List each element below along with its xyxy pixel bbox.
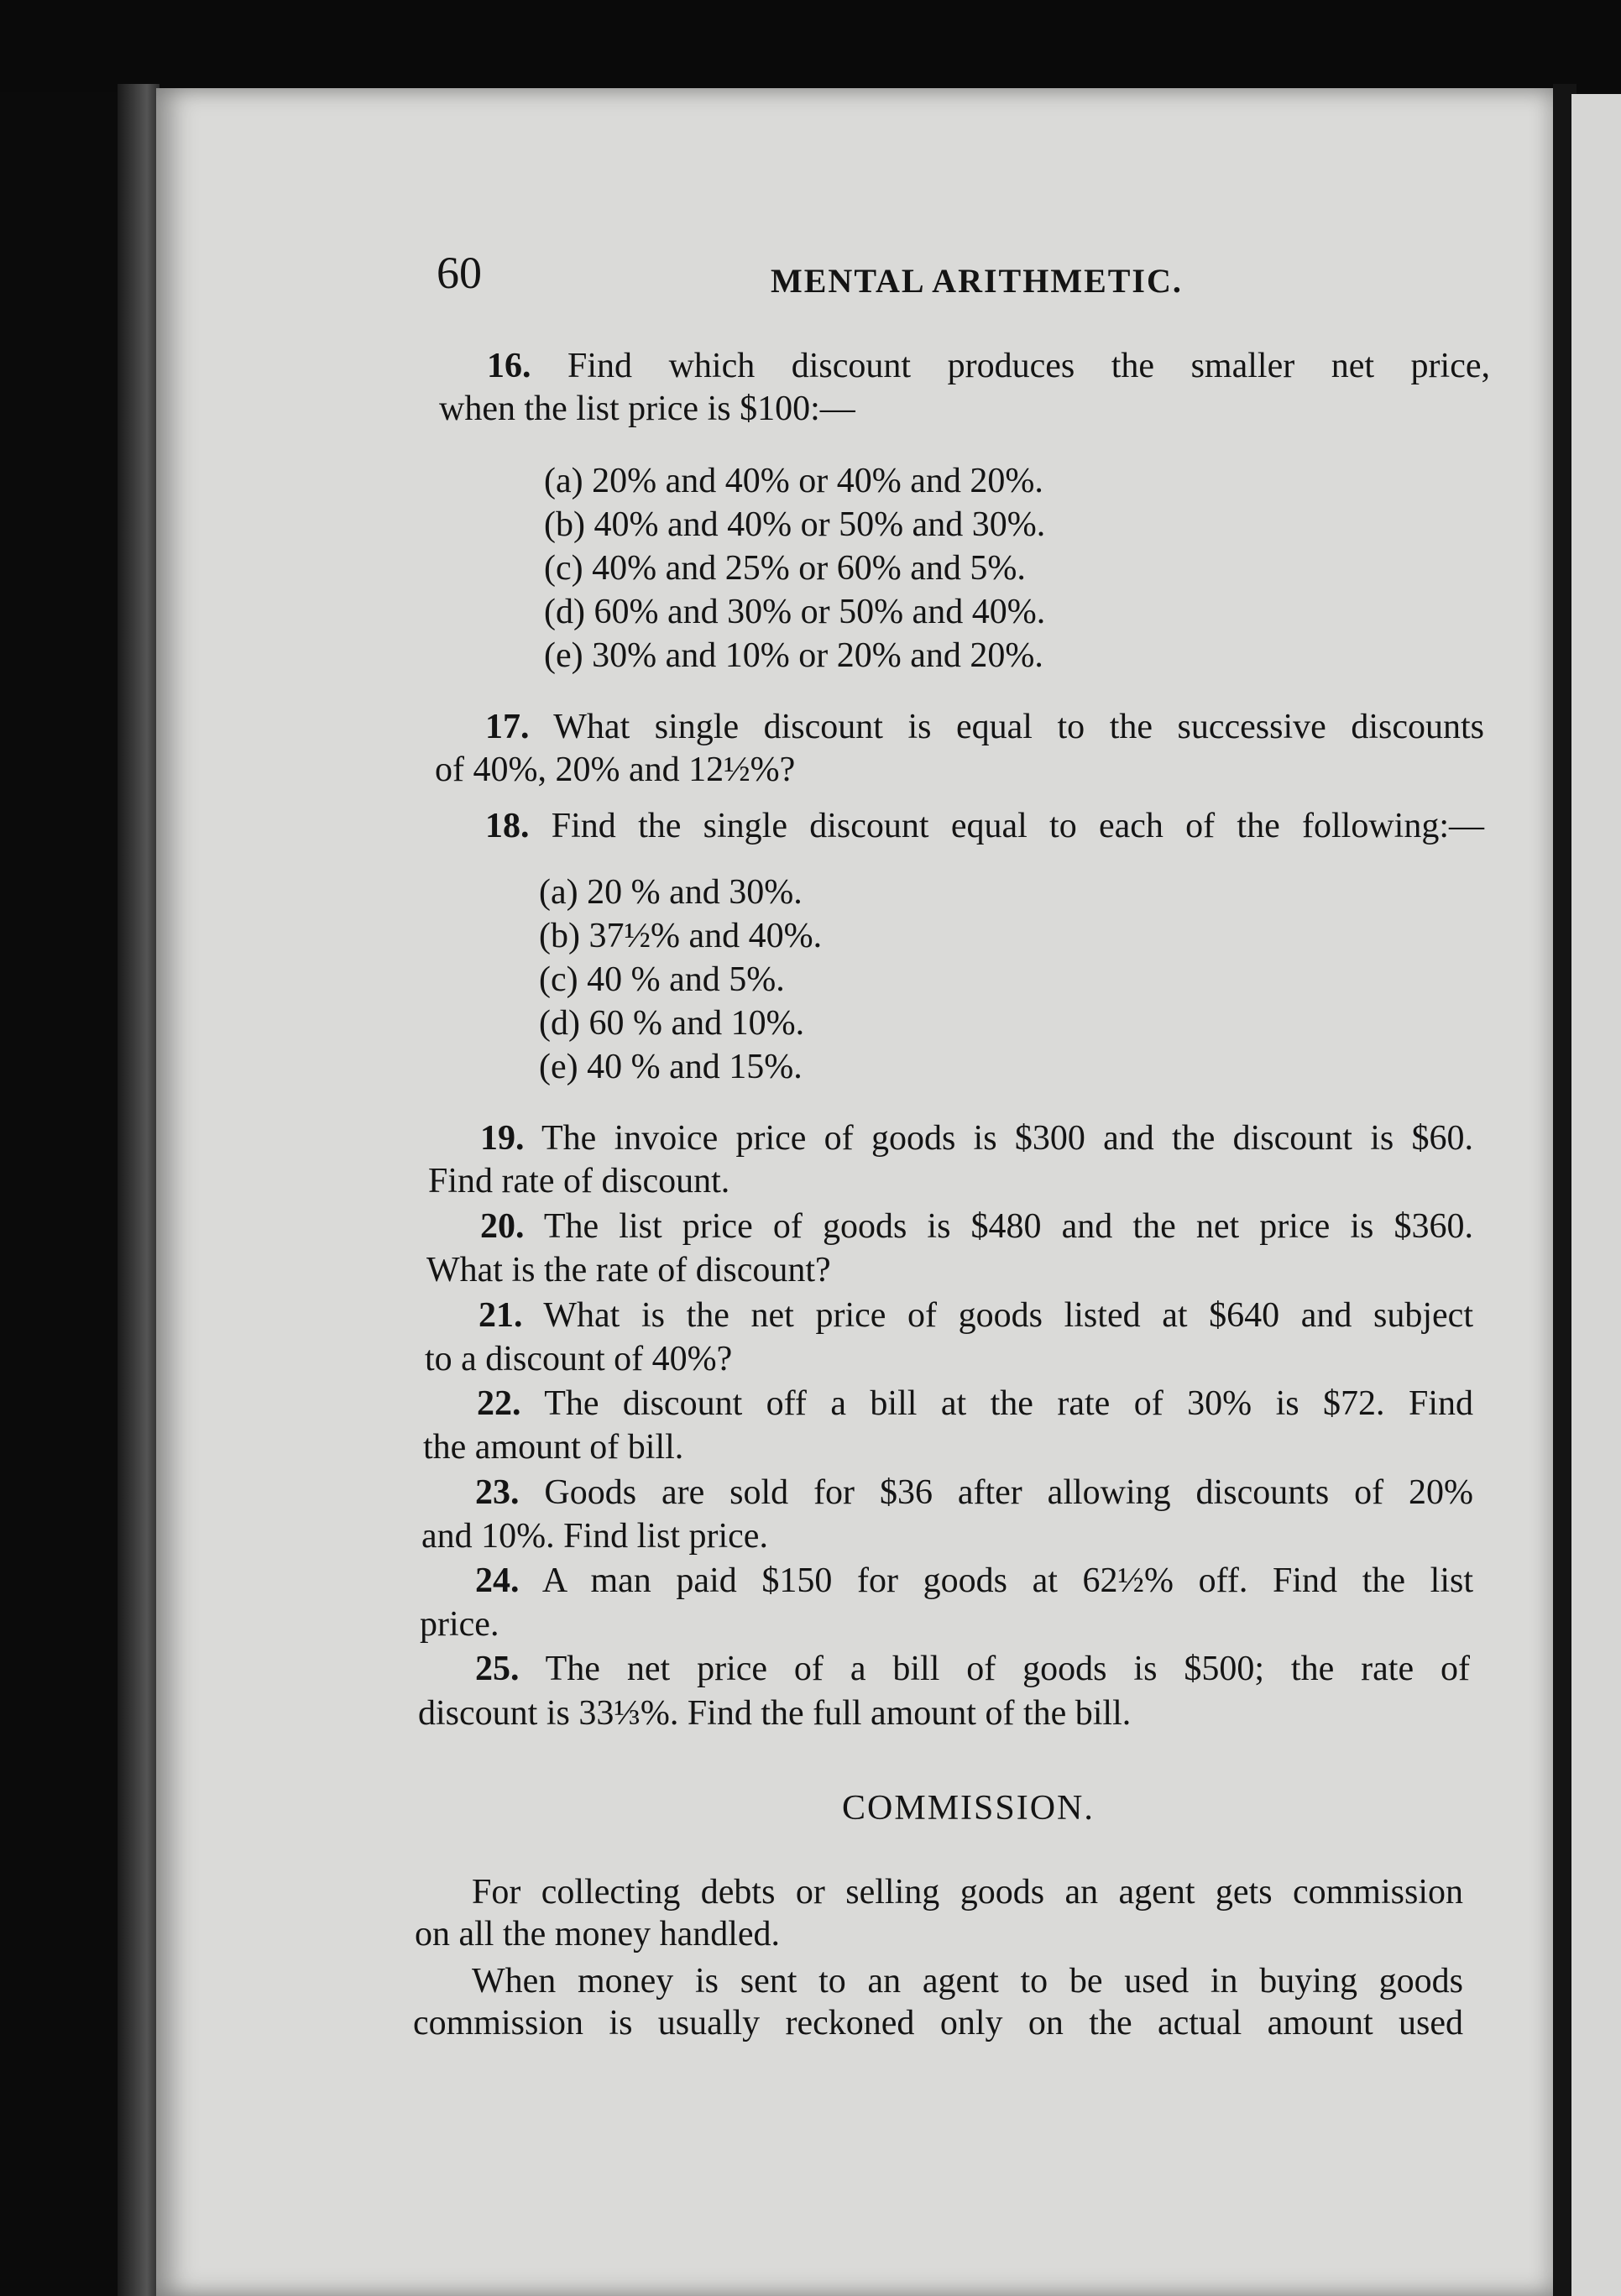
problem-text: The net price of a bill of goods is $500; the rate of <box>545 1650 1470 1688</box>
problem-17-line-2: of 40%, 20% and 12½%? <box>435 751 796 789</box>
problem-18-item-c: (c) 40 % and 5%. <box>539 960 785 999</box>
problem-16-item-e: (e) 30% and 10% or 20% and 20%. <box>544 636 1043 675</box>
problem-19-line-1 <box>480 1121 1473 1156</box>
problem-18-item-d: (d) 60 % and 10%. <box>539 1004 805 1043</box>
problem-text: The list price of goods is $480 and the net price is $360. <box>543 1207 1473 1246</box>
problem-text: The discount off a bill at the rate of 30% is $72. Find <box>544 1384 1473 1423</box>
commission-para-1-line-1 <box>472 1875 1463 1910</box>
problem-20-line-2: What is the rate of discount? <box>426 1251 831 1289</box>
problem-18-item-e: (e) 40 % and 15%. <box>539 1048 803 1086</box>
problem-22-line-1 <box>477 1386 1473 1421</box>
paragraph-text: For collecting debts or selling goods an agent gets commission <box>472 1873 1463 1912</box>
running-title: MENTAL ARITHMETIC. <box>771 262 1183 300</box>
problem-18-item-a: (a) 20 % and 30%. <box>539 873 803 912</box>
problem-number: 16. <box>487 347 531 385</box>
problem-text: Find the single discount equal to each of the following:— <box>551 807 1485 845</box>
problem-16-line-1 <box>487 348 1490 384</box>
problem-23-line-2: and 10%. Find list price. <box>421 1517 768 1556</box>
problem-17-line-1 <box>485 709 1484 745</box>
problem-16-line-2: when the list price is $100:— <box>439 390 855 428</box>
problem-24-line-2: price. <box>420 1605 499 1644</box>
commission-para-2-line-1 <box>472 1964 1463 1999</box>
problem-16-item-b: (b) 40% and 40% or 50% and 30%. <box>544 505 1046 544</box>
problem-number: 23. <box>475 1473 520 1512</box>
problem-number: 17. <box>485 708 530 746</box>
problem-23-line-1 <box>475 1475 1473 1510</box>
paragraph-text: When money is sent to an agent to be used in buying goods <box>472 1962 1463 2001</box>
problem-16-item-d: (d) 60% and 30% or 50% and 40%. <box>544 593 1046 631</box>
problem-25-line-1 <box>475 1651 1470 1687</box>
problem-16-item-c: (c) 40% and 25% or 60% and 5%. <box>544 549 1026 588</box>
problem-number: 24. <box>475 1561 520 1600</box>
problem-21-line-2: to a discount of 40%? <box>425 1340 733 1378</box>
problem-24-line-1 <box>475 1563 1473 1598</box>
problem-20-line-1 <box>480 1209 1473 1244</box>
problem-19-line-2: Find rate of discount. <box>428 1162 730 1200</box>
problem-text: A man paid $150 for goods at 62½% off. Find the list <box>541 1561 1473 1600</box>
book-spine <box>118 84 159 2296</box>
problem-18-line-1 <box>485 808 1484 844</box>
problem-number: 19. <box>480 1119 525 1158</box>
problem-text: The invoice price of goods is $300 and the discount is $60. <box>541 1119 1473 1158</box>
commission-para-2-line-2 <box>413 2006 1463 2041</box>
problem-16-item-a: (a) 20% and 40% or 40% and 20%. <box>544 462 1043 500</box>
facing-page-edge <box>1571 94 1621 2296</box>
paragraph-text: commission is usually reckoned only on the actual amount used <box>413 2004 1463 2042</box>
problem-text: What single discount is equal to the successive discounts <box>553 708 1485 746</box>
problem-text: Find which discount produces the smaller net price, <box>567 347 1490 385</box>
problem-number: 25. <box>475 1650 520 1688</box>
problem-number: 21. <box>478 1296 523 1335</box>
problem-text: What is the net price of goods listed at $640 and subject <box>543 1296 1473 1335</box>
problem-number: 20. <box>480 1207 525 1246</box>
problem-text: Goods are sold for $36 after allowing discounts of 20% <box>544 1473 1473 1512</box>
problem-21-line-1 <box>478 1298 1473 1333</box>
commission-para-1-line-2: on all the money handled. <box>415 1915 781 1953</box>
section-heading: COMMISSION. <box>842 1789 1095 1828</box>
scan-background <box>0 0 1621 92</box>
problem-22-line-2: the amount of bill. <box>423 1428 684 1467</box>
problem-number: 22. <box>477 1384 521 1423</box>
page-number: 60 <box>437 248 482 298</box>
problem-18-item-b: (b) 37½% and 40%. <box>539 917 823 955</box>
problem-number: 18. <box>485 807 530 845</box>
problem-25-line-2: discount is 33⅓%. Find the full amount of the bill. <box>418 1694 1132 1733</box>
